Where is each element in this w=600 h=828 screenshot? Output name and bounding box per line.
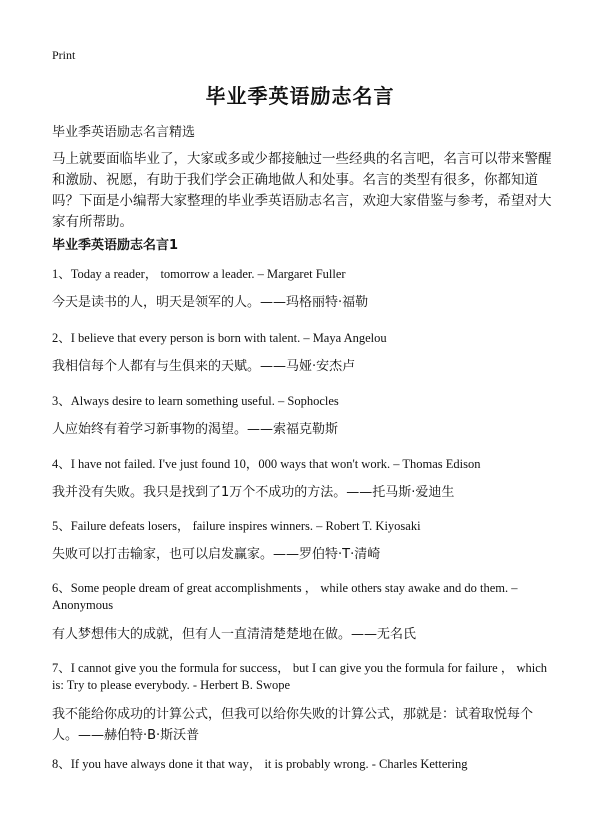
quote-2-zh: 我相信每个人都有与生俱来的天赋。——马娅·安杰卢	[52, 359, 356, 374]
quote-4-en: 4、I have not failed. I've just found 10，000 ways that won't work. – Thomas Edison	[52, 457, 481, 471]
quote-1-en: 1、Today a reader， tomorrow a leader. – Margaret Fuller	[52, 267, 346, 281]
quote-5-en: 5、Failure defeats losers， failure inspires winners. – Robert T. Kiyosaki	[52, 519, 421, 533]
subtitle: 毕业季英语励志名言精选	[52, 125, 196, 140]
quote-5-zh: 失败可以打击输家，也可以启发赢家。——罗伯特·T·清崎	[52, 547, 381, 562]
intro-paragraph: 马上就要面临毕业了，大家或多或少都接触过一些经典的名言吧，名言可以带来警醒和激励、祝愿，有助于我们学会正确地做人和处事。名言的类型有很多，你都知道吗？下面是小编帮大家整理的毕业季英语励志名言，欢迎大家借鉴与参考，希望对大家有所帮助。	[52, 151, 552, 230]
quote-1-zh: 今天是读书的人，明天是领军的人。——玛格丽特·福勒	[52, 295, 369, 310]
quote-6-zh: 有人梦想伟大的成就，但有人一直清清楚楚地在做。——无名氏	[52, 627, 417, 642]
page-title: 毕业季英语励志名言	[205, 84, 395, 108]
quote-4-zh: 我并没有失败。我只是找到了1万个不成功的方法。——托马斯·爱迪生	[52, 485, 455, 500]
print-label[interactable]: Print	[52, 48, 76, 62]
quote-7-zh: 我不能给你成功的计算公式，但我可以给你失败的计算公式，那就是：试着取悦每个人。——赫伯特·B·斯沃普	[52, 707, 534, 743]
quote-7-en: 7、I cannot give you the formula for success， but I can give you the formula for failure ， which is: Try to please everybody. - Herbert B. Swope	[52, 661, 547, 692]
quote-8-en: 8、If you have always done it that way， it is probably wrong. - Charles Kettering	[52, 757, 468, 771]
quote-2-en: 2、I believe that every person is born with talent. – Maya Angelou	[52, 331, 387, 345]
quote-6-en: 6、Some people dream of great accomplishments ， while others stay awake and do them. – Anonymous	[52, 581, 518, 612]
quote-3-en: 3、Always desire to learn something useful. – Sophocles	[52, 394, 339, 408]
section-heading: 毕业季英语励志名言1	[52, 238, 179, 253]
quote-3-zh: 人应始终有着学习新事物的渴望。——索福克勒斯	[52, 422, 339, 437]
